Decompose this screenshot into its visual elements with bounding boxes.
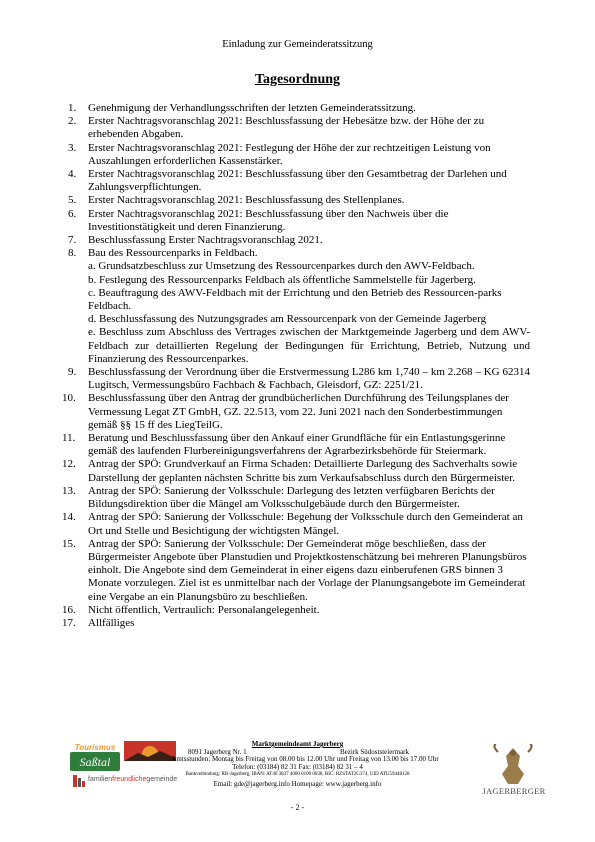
family-text-2: freundliche <box>112 776 147 783</box>
item-number: 15. <box>62 537 76 550</box>
subitem-a: a. Grundsatzbeschluss zur Umsetzung des Ressourcenparkes durch den AWV-Feldbach. <box>88 260 475 273</box>
item-text: Bau des Ressourcenparks in Feldbach. <box>88 247 258 260</box>
item-text: Erster Nachtragsvoranschlag 2021: Festlegung der Höhe der zur rechtzeitigen Leistung von Auszahlungen erforderlichen Kassenstärker. <box>88 141 491 167</box>
subitem-c: c. Beauftragung des AWV-Feldbach mit der Errichtung und den Betrieb des Ressourcen-parks Feldbach. <box>88 286 502 313</box>
agenda-item <box>62 537 530 604</box>
item-number: 12. <box>62 458 76 471</box>
item-number: 6. <box>68 207 77 220</box>
agenda-item <box>70 247 530 366</box>
item-number: 4. <box>68 168 77 181</box>
subitem-b: b. Festlegung des Ressourcenparks Feldbach als öffentliche Sammelstelle für Jagerberg. <box>88 273 476 286</box>
item-text: Erster Nachtragsvoranschlag 2021: Beschlussfassung über den Nachweis über die Investitionstätigkeit und deren Finanzierung. <box>88 207 449 233</box>
agenda-item <box>62 484 530 511</box>
item-number: 1. <box>68 102 77 114</box>
agenda-item <box>70 115 530 141</box>
agenda-item <box>70 168 530 194</box>
agenda-item <box>62 458 530 484</box>
item-number: 14. <box>62 511 76 524</box>
item-number: 11. <box>62 432 76 445</box>
item-text: Nicht öffentlich, Vertraulich: Personalangelegenheit. <box>88 603 320 616</box>
agenda-item <box>62 616 530 630</box>
agenda-item <box>70 366 530 392</box>
item-number: 16. <box>62 603 76 616</box>
item-text: Erster Nachtragsvoranschlag 2021: Beschlussfassung über den Gesamtbetrag der Darlehen und Zahlungsverpflichtungen. <box>88 168 507 194</box>
item-number: 8. <box>68 247 77 260</box>
subitem-e: e. Beschluss zum Abschluss des Vertrages zwischen der Marktgemeinde Jagerberg und dem AWV-Feldbach zur detaillierten Regelung der Bedingungen für Errichtung, Betrieb, Nutzung und Finanzierung des Ressourcenparkes. <box>88 326 530 365</box>
agenda-list <box>62 102 530 630</box>
agenda-item <box>70 194 530 207</box>
item-text: Beratung und Beschlussfassung über den Ankauf einer Grundfläche für ein Entlastungsgerinne gemäß des laufenden Flurbereinigungsverfahrens der Agrarbezirksbehörde für Steiermark. <box>88 432 506 458</box>
family-text-3: gemeinde <box>146 776 178 783</box>
item-text: Antrag der SPÖ: Sanierung der Volksschule: Darlegung des letzten verfügbaren Berichts der Bildungsdirektion über die Mängel am Volksschulgebäude durch den Bürgermeister. <box>88 484 495 511</box>
agenda-item <box>62 432 530 458</box>
tourism-top-text: Tourismus <box>74 743 116 752</box>
address: 8091 Jagerberg Nr. 1 <box>188 748 247 756</box>
item-text: Erster Nachtragsvoranschlag 2021: Beschlussfassung der Hebesätze bzw. der Höhe der zu erhebenden Abgaben. <box>88 115 485 141</box>
contact-info: Email: gde@jagerberg.info Homepage: www.jagerberg.info <box>213 780 382 788</box>
page-number: - 2 - <box>290 803 305 812</box>
item-number: 9. <box>68 366 77 379</box>
agenda-item <box>70 208 530 234</box>
agenda-item <box>62 392 530 432</box>
item-number: 13. <box>62 484 76 497</box>
district: Bezirk Südoststeiermark <box>340 748 410 756</box>
item-number: 10. <box>62 392 76 405</box>
item-text: Allfälliges <box>88 616 135 629</box>
item-number: 7. <box>68 234 77 247</box>
header-title: Einladung zur Gemeinderatssitzung <box>222 39 373 50</box>
agenda-item <box>62 603 530 617</box>
agenda-item <box>70 142 530 168</box>
agenda-item <box>70 234 530 247</box>
bank-details: Bankverbindung: RB-Jagerberg, IBAN: AT40 3837 4000 0100 0038, BIC: RZSTAT2G374, UID ATU59448128 <box>185 772 410 777</box>
item-text: Antrag der SPÖ: Grundverkauf an Firma Schaden: Detaillierte Darlegung des Sachverhalts sowie Darstellung der geplanten nächsten Schritte bis zum Verkaufsabschluss durch den Bürgermeister. <box>88 458 518 484</box>
office-name: Marktgemeindeamt Jagerberg <box>251 740 344 748</box>
item-text: Genehmigung der Verhandlungsschriften der letzten Gemeinderatssitzung. <box>88 102 416 114</box>
item-text: Erster Nachtragsvoranschlag 2021: Beschlussfassung des Stellenplanes. <box>88 194 405 207</box>
office-hours: Amtsstunden: Montag bis Freitag von 08.00 bis 12.00 Uhr und Freitag von 13.00 bis 17.00 Uhr <box>171 755 439 763</box>
item-text: Beschlussfassung Erster Nachtragsvoranschlag 2021. <box>88 234 323 247</box>
item-text: Antrag der SPÖ: Sanierung der Volksschule: Begehung der Volksschule durch den Gemeinderat an Ort und Stelle und Besichtigung der wichtigsten Mängel. <box>88 511 523 537</box>
item-text: Beschlussfassung über den Antrag der grundbücherlichen Durchführung des Teilungsplanes der Vermessung Legat ZT GmbH, GZ. 22.513, vom 22. Juni 2021 nach den Sonderbestimmungen gemäß §§ 15 ff des LiegTeilG. <box>88 392 509 431</box>
phone-fax: Telefon: (03184) 82 31 Fax: (03184) 82 31 – 4 <box>232 763 363 771</box>
item-text: Antrag der SPÖ: Sanierung der Volksschule: Der Gemeinderat möge beschließen, dass der Bürgermeister Angebote über Planstudien und Projektkostenschätzung bei mehreren Planungsbüros einholt. Die Angebote sind dem Gemeinderat in einer eigens dazu einberufenen GRS binnen 3 Monate vorzulegen. Ziel ist es unmittelbar nach der Vorlage der Planungsangebote im Gemeinderat eine Vergabe an ein Planungsbüro zu beschließen. <box>88 537 527 603</box>
subitem-d: d. Beschlussfassung des Nutzungsgrades am Ressourcenpark von der Gemeinde Jagerberg <box>88 313 487 326</box>
item-text: Beschlussfassung der Verordnung über die Erstvermessung L286 km 1,740 – km 2.268 – KG 62314 Lugitsch, Vermessungsbüro Fachbach & Fachbach, Gleisdorf, GZ: 2251/21. <box>88 366 530 392</box>
agenda-item <box>70 102 530 115</box>
family-text-1: familien <box>88 776 113 783</box>
item-number: 17. <box>62 616 76 629</box>
item-number: 2. <box>68 115 77 128</box>
item-number: 5. <box>68 194 77 207</box>
item-number: 3. <box>68 141 77 154</box>
crest-label: JAGERBERGER <box>482 786 546 796</box>
tourism-bottom-text: Saßtal <box>79 755 111 769</box>
agenda-item <box>62 511 530 537</box>
agenda-heading: Tagesordnung <box>254 72 341 87</box>
